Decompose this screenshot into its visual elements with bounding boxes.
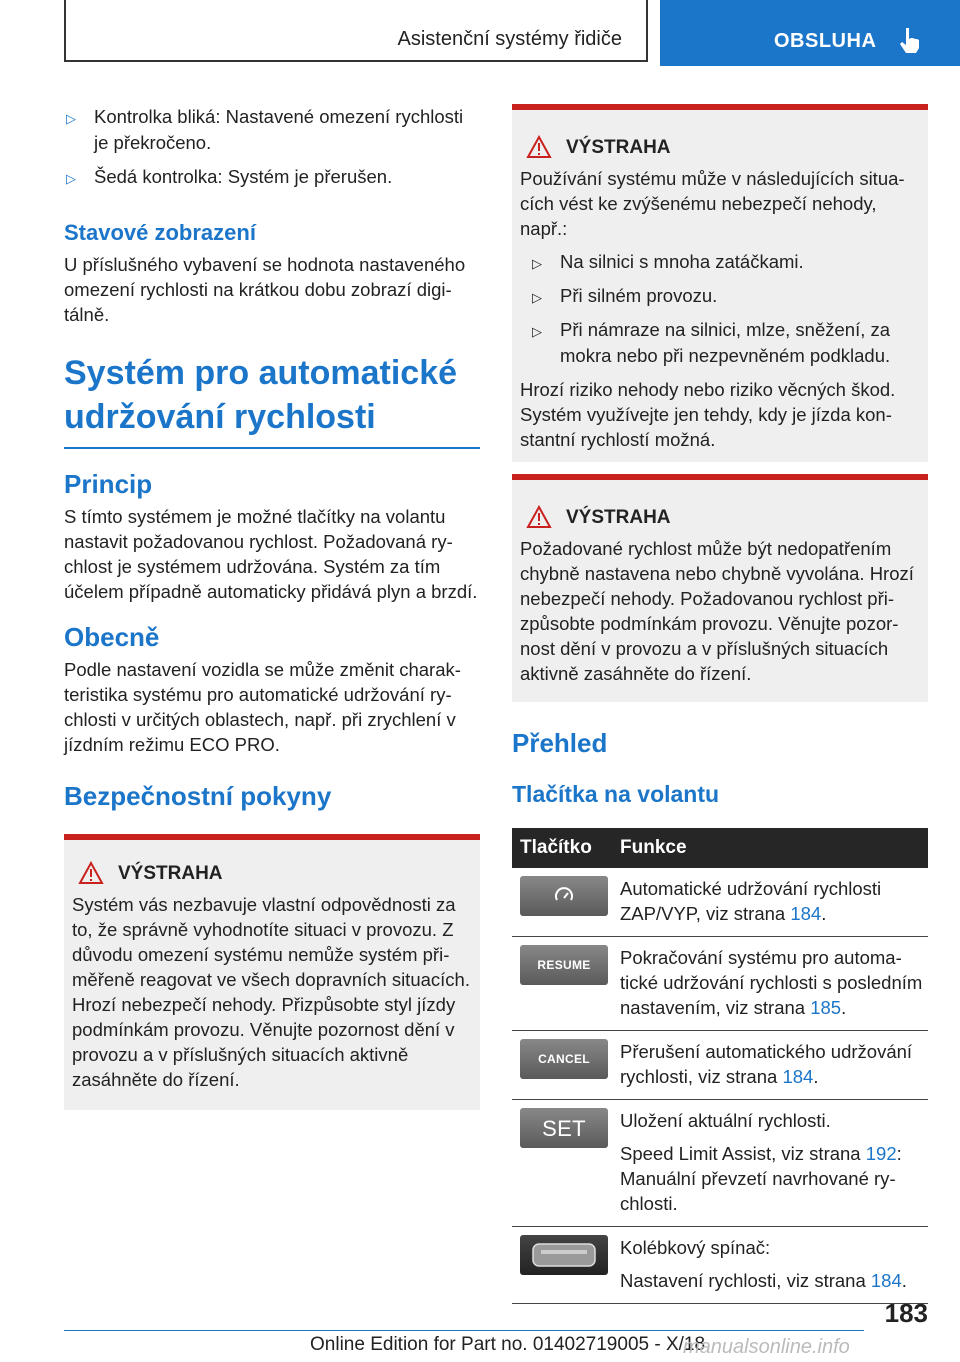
warning-text: Systém vás nezbavuje vlastní odpovědnosti za to, že správně vyhodnotíte situaci v provozu. Z důvodu omezení systému nemůže systém přiměřeně reagovat ve všech dopravních situacích. Hrozí nebezpečí nehody. Přizpůsobte styl jízdy podmínkám provozu. Věnujte pozornost dění v provozu a v příslušných situacích aktivně zasáhněte do řízení. — [72, 894, 470, 1090]
triangle-bullet-icon: ▷ — [532, 324, 542, 339]
resume-button-icon: RESUME — [520, 945, 608, 985]
buttons-table — [512, 828, 928, 1304]
warning-outro: Hrozí riziko nehody nebo riziko věcných škod. Systém využívejte jen tehdy, kdy je jízda konstantní rychlostí možná. — [520, 379, 896, 450]
principle-heading: Princip — [64, 469, 153, 499]
list-item: ▷ Při silném provozu. — [530, 283, 920, 309]
principle-text: S tímto systémem je možné tlačítky na volantu nastavit požadovanou rychlost. Požadovaná rychlost je systémem udržována. Systém za tím účelem případně automaticky přidává plyn a brzdí. — [64, 506, 478, 602]
triangle-bullet-icon: ▷ — [532, 256, 542, 271]
warning-text: Požadované rychlost může být nedopatřením chybně nastavena nebo chybně vyvolána. Hrozí nebezpečí nehody. Požadovanou rychlost přizpůsobte podmínkám provozu. Věnujte pozornost dění v provozu a v příslušných situacích aktivně zasáhněte do řízení. — [520, 538, 914, 684]
section-title: Asistenční systémy řidiče — [397, 28, 622, 50]
triangle-bullet-icon: ▷ — [532, 290, 542, 305]
table-row: SET Uložení aktuální rychlosti. Speed Limit Assist, viz strana 192: Manuální převzetí navrhované rychlosti. — [512, 1100, 928, 1227]
page-link[interactable]: 185 — [810, 997, 842, 1018]
cruise-control-icon — [520, 876, 608, 916]
status-heading: Stavové zobrazení — [64, 220, 256, 245]
status-text: U příslušného vybavení se hodnota nastaveného omezení rychlosti na krátkou dobu zobrazí digitálně. — [64, 254, 466, 325]
hand-pointer-icon — [896, 26, 924, 54]
general-text: Podle nastavení vozidla se může změnit charakteristika systému pro automatické udržování rychlosti v určitých oblastech, např. při zrychlení v jízdním režimu ECO PRO. — [64, 659, 461, 755]
page-link[interactable]: 192 — [865, 1143, 897, 1164]
column-header: Funkce — [612, 828, 928, 868]
table-row: Automatické udržování rychlosti ZAP/VYP, viz strana 184. — [512, 868, 928, 937]
cancel-button-icon: CANCEL — [520, 1039, 608, 1079]
warning-triangle-icon — [526, 505, 552, 529]
warning-triangle-icon — [78, 861, 104, 885]
page-number: 183 — [884, 1298, 928, 1328]
warning-box — [512, 104, 928, 462]
set-button-icon: SET — [520, 1108, 608, 1148]
page-link[interactable]: 184 — [790, 903, 822, 924]
list-item: ▷ Při námraze na silnici, mlze, sněžení, za mokra nebo při nezpevněném podkladu. — [532, 319, 891, 366]
main-heading: Systém pro automatické udržování rychlosti — [64, 351, 480, 449]
table-row: RESUME Pokračování systému pro automatické udržování rychlosti s posledním nastavením, viz strana 185. — [512, 937, 928, 1031]
chapter-tab[interactable] — [660, 0, 960, 66]
triangle-bullet-icon: ▷ — [66, 171, 76, 186]
edition-text: Online Edition for Part no. 01402719005 - X/18 — [310, 1334, 706, 1355]
table-row: Kolébkový spínač: Nastavení rychlosti, viz strana 184. — [512, 1227, 928, 1304]
list-item: ▷ Kontrolka bliká: Nastavené omezení rychlosti je překročeno. — [66, 106, 464, 153]
warning-title: VÝSTRAHA — [520, 504, 920, 532]
general-heading: Obecně — [64, 622, 160, 652]
rocker-switch-icon — [520, 1235, 608, 1275]
warning-box — [64, 834, 480, 1110]
warning-title: VÝSTRAHA — [520, 134, 920, 162]
triangle-bullet-icon: ▷ — [66, 111, 76, 126]
header-frame — [64, 0, 648, 62]
left-column — [64, 104, 480, 1110]
warning-intro: Používání systému může v následujících situacích vést ke zvýšenému nebezpečí nehody, např.: — [520, 168, 905, 239]
warning-box — [512, 474, 928, 702]
list-item: ▷ Šedá kontrolka: Systém je přerušen. — [64, 164, 480, 190]
page-link[interactable]: 184 — [870, 1270, 902, 1291]
warning-title: VÝSTRAHA — [72, 860, 472, 888]
list-item: ▷ Na silnici s mnoha zatáčkami. — [530, 249, 920, 275]
warning-triangle-icon — [526, 135, 552, 159]
table-row: CANCEL Přerušení automatického udržování rychlosti, viz strana 184. — [512, 1031, 928, 1100]
chapter-tab-label: OBSLUHA — [774, 30, 877, 52]
page-link[interactable]: 184 — [782, 1066, 814, 1087]
right-column — [512, 104, 928, 1304]
column-header: Tlačítko — [512, 828, 612, 868]
overview-heading: Přehled — [512, 728, 608, 758]
footer-rule — [64, 1330, 864, 1331]
table-header-row — [512, 828, 928, 868]
watermark: manualsonline.info — [683, 1336, 850, 1358]
buttons-heading: Tlačítka na volantu — [512, 781, 720, 807]
safety-heading: Bezpečnostní pokyny — [64, 781, 332, 811]
